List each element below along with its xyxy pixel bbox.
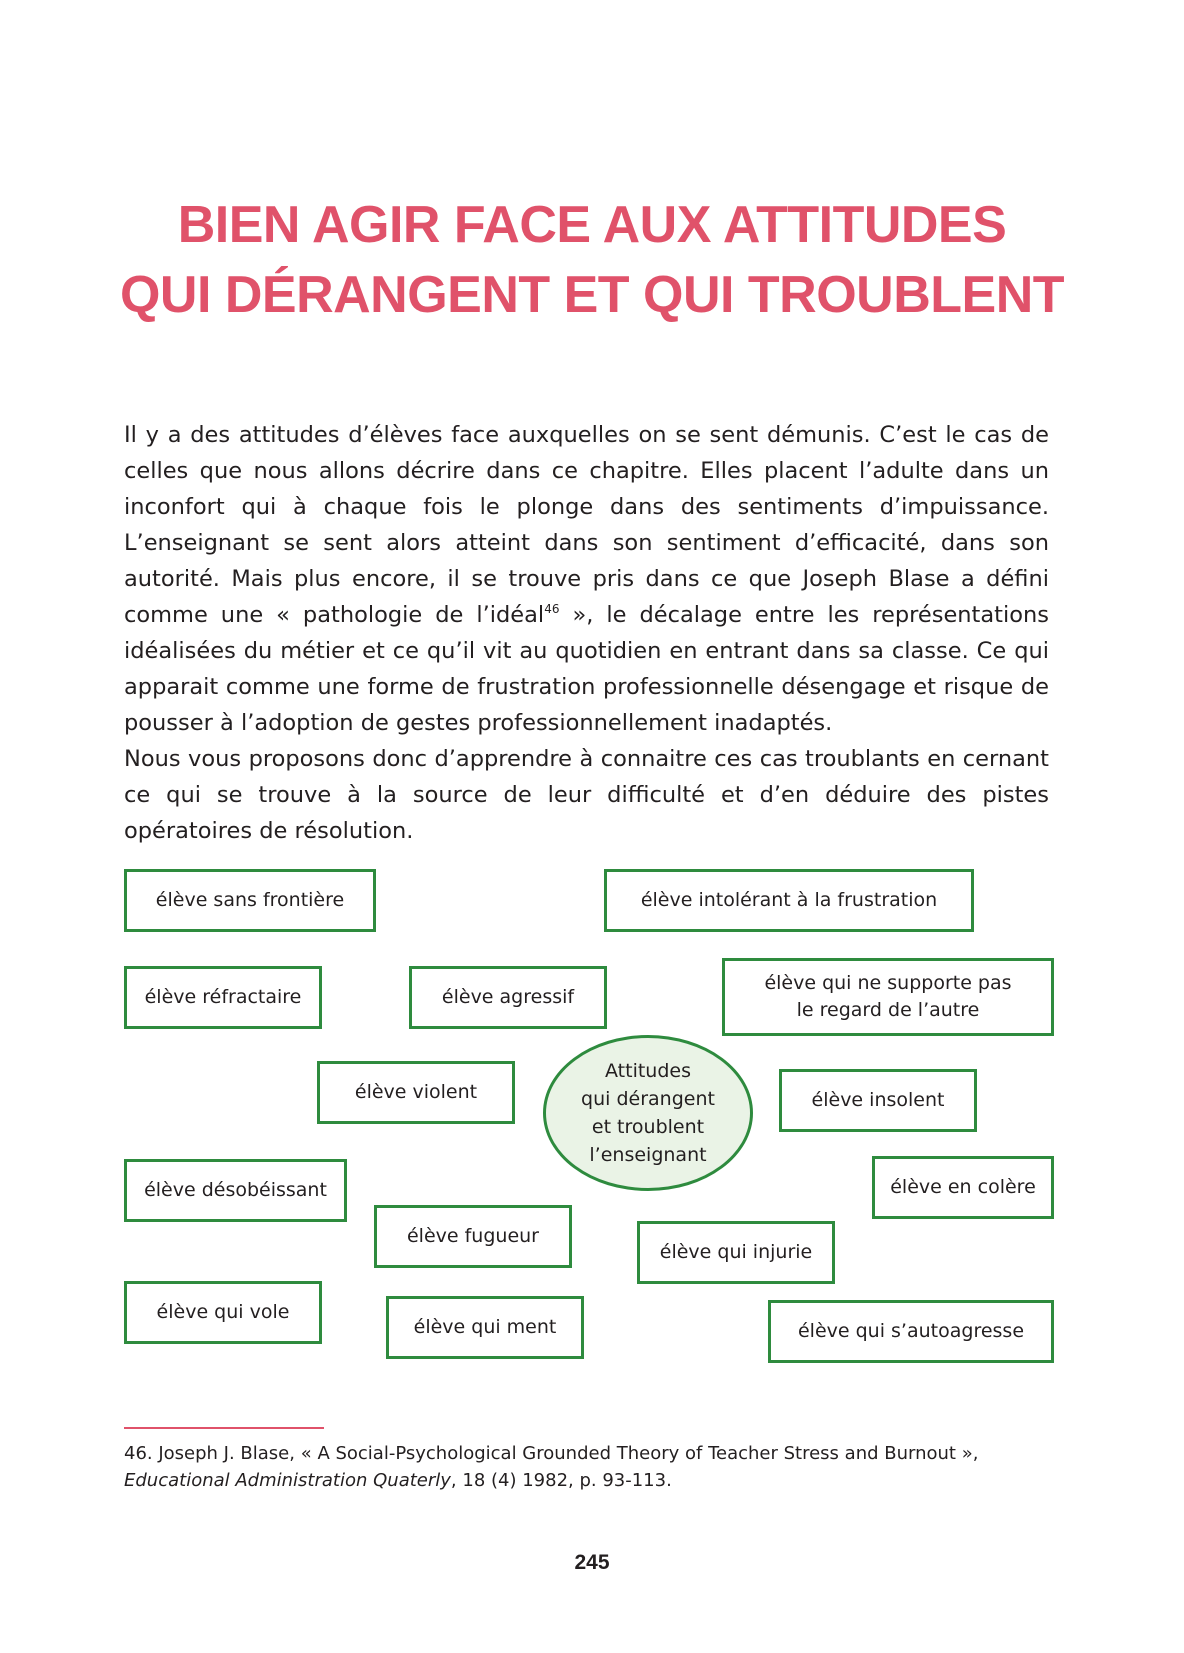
box-eleve-agressif: élève agressif bbox=[409, 966, 607, 1029]
box-eleve-intolerant: élève intolérant à la frustration bbox=[604, 869, 974, 932]
center-line-2: qui dérangent bbox=[581, 1088, 715, 1110]
footnote-citation: , 18 (4) 1982, p. 93-113. bbox=[450, 1470, 672, 1491]
box-eleve-qui-injurie: élève qui injurie bbox=[637, 1221, 835, 1284]
box-eleve-en-colere: élève en colère bbox=[872, 1156, 1054, 1219]
chapter-title-line-2: QUI DÉRANGENT ET QUI TROUBLENT bbox=[119, 266, 1065, 324]
box-eleve-qui-vole: élève qui vole bbox=[124, 1281, 322, 1344]
box-eleve-sans-frontiere: élève sans frontière bbox=[124, 869, 376, 932]
box-eleve-qui-ment: élève qui ment bbox=[386, 1296, 584, 1359]
chapter-title bbox=[0, 190, 1184, 330]
box-eleve-qui-s-autoagresse: élève qui s’autoagresse bbox=[768, 1300, 1054, 1363]
intro-paragraph-1-part-2: », le décalage entre les représentations idéalisées du métier et ce qu’il vit au quotidien en entrant dans sa classe. Ce qui apparait comme une forme de frustration professionnelle désengage et risque de pousser à l’adoption de gestes professionnellement inadaptés. bbox=[124, 602, 1049, 736]
footnote-rule bbox=[124, 1427, 324, 1429]
intro-text bbox=[124, 417, 1049, 849]
intro-paragraph-1-part-1: Il y a des attitudes d’élèves face auxquelles on se sent démunis. C’est le cas de celles que nous allons décrire dans ce chapitre. Elles placent l’adulte dans un inconfort qui à chaque fois le plonge dans des sentiments d’impuissance. L’enseignant se sent alors atteint dans son sentiment d’efficacité, dans son autorité. Mais plus encore, il se trouve pris dans ce que Joseph Blase a défini comme une « pathologie de l’idéal bbox=[124, 422, 1049, 628]
footnote-text: 46. Joseph J. Blase, « A Social-Psychological Grounded Theory of Teacher Stress and Burnout », bbox=[124, 1443, 979, 1464]
box-eleve-refractaire: élève réfractaire bbox=[124, 966, 322, 1029]
box-eleve-violent: élève violent bbox=[317, 1061, 515, 1124]
diagram-center-ellipse bbox=[543, 1035, 753, 1191]
footnote bbox=[124, 1440, 1064, 1494]
box-eleve-regard-line-2: le regard de l’autre bbox=[796, 999, 980, 1021]
box-eleve-regard-line-1: élève qui ne supporte pas bbox=[764, 972, 1012, 994]
footnote-reference: 46 bbox=[544, 602, 560, 616]
box-eleve-insolent: élève insolent bbox=[779, 1069, 977, 1132]
footnote-journal: Educational Administration Quaterly bbox=[124, 1470, 451, 1491]
box-eleve-regard bbox=[722, 958, 1054, 1036]
page-number: 245 bbox=[574, 1551, 610, 1574]
box-eleve-desobeissant: élève désobéissant bbox=[124, 1159, 347, 1222]
box-eleve-fugueur: élève fugueur bbox=[374, 1205, 572, 1268]
center-line-4: l’enseignant bbox=[589, 1144, 707, 1166]
intro-paragraph-1 bbox=[124, 417, 1049, 741]
center-line-3: et troublent bbox=[591, 1116, 705, 1138]
center-line-1: Attitudes bbox=[605, 1060, 691, 1082]
chapter-title-line-1: BIEN AGIR FACE AUX ATTITUDES bbox=[177, 196, 1007, 254]
intro-paragraph-2: Nous vous proposons donc d’apprendre à connaitre ces cas troublants en cernant ce qui se trouve à la source de leur difficulté et d’en déduire des pistes opératoires de résolution. bbox=[124, 746, 1049, 844]
